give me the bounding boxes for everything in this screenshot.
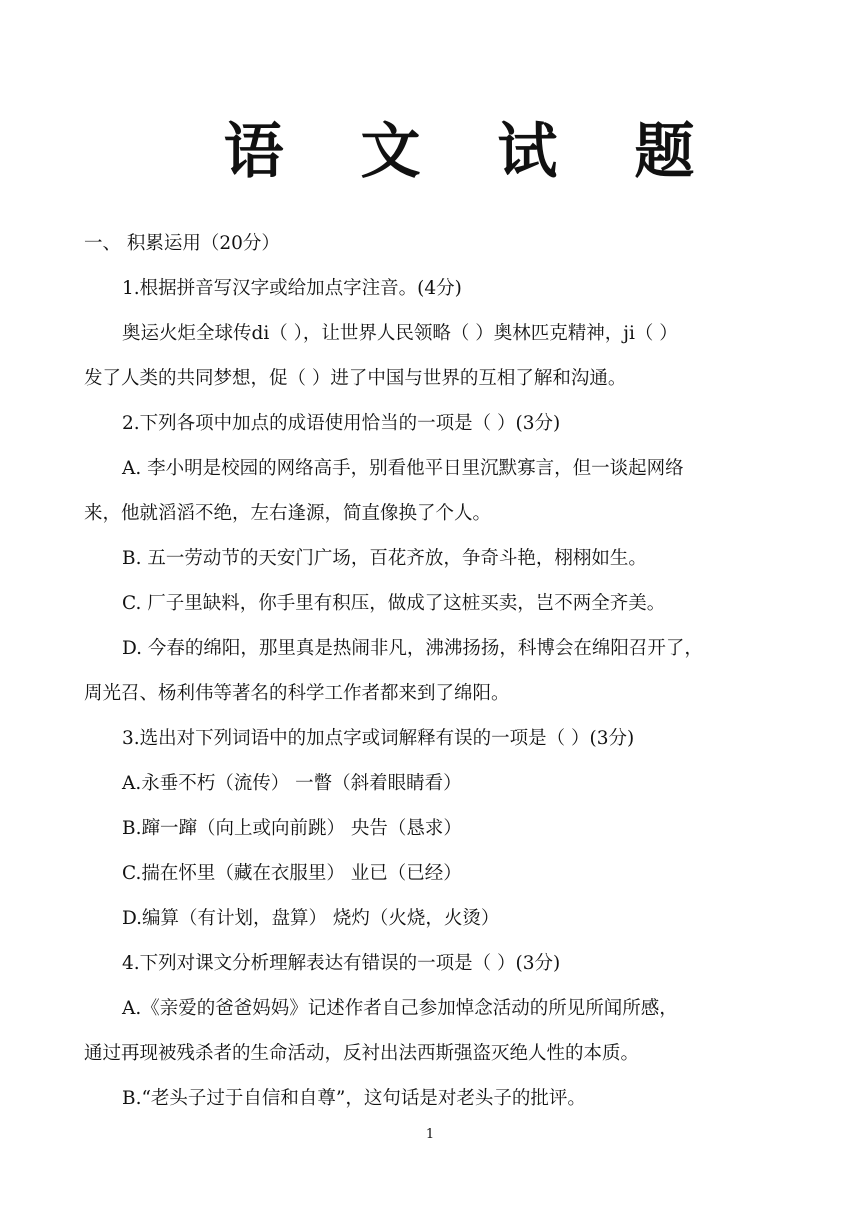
question-1: 1.根据拼音写汉字或给加点字注音。(4分) [122,278,462,299]
option-c: C. 厂子里缺料，你手里有积压，做成了这桩买卖，岂不两全齐美。 [122,593,666,614]
question-1-text: 奥运火炬全球传di（ ），让世界人民领略（ ）奥林匹克精神，ji（ ） [122,323,678,344]
option-b: B.蹿一蹿（向上或向前跳） 央告（恳求） [122,818,462,839]
option-a: A.《亲爱的爸爸妈妈》记述作者自己参加悼念活动的所见所闻所感， [122,998,678,1019]
question-1-text-cont: 发了人类的共同梦想，促（ ）进了中国与世界的互相了解和沟通。 [84,368,627,389]
option-d-cont: 周光召、杨利伟等著名的科学工作者都来到了绵阳。 [84,683,510,704]
page-title: 语 文 试 题 [223,117,723,187]
page-number: 1 [425,1127,435,1142]
question-3: 3.选出对下列词语中的加点字或词解释有误的一项是（ ）(3分) [122,728,635,749]
option-b: B. 五一劳动节的天安门广场，百花齐放，争奇斗艳，栩栩如生。 [122,548,647,569]
option-a: A.永垂不朽（流传） 一瞥（斜着眼睛看） [122,773,462,794]
question-4: 4.下列对课文分析理解表达有错误的一项是（ ）(3分) [122,953,561,974]
option-c: C.揣在怀里（藏在衣服里） 业已（已经） [122,863,462,884]
option-a-cont: 来，他就滔滔不绝，左右逢源，简直像换了个人。 [84,503,492,524]
option-a: A. 李小明是校园的网络高手，别看他平日里沉默寡言，但一谈起网络 [122,458,684,479]
option-a-cont: 通过再现被残杀者的生命活动，反衬出法西斯强盗灭绝人性的本质。 [84,1043,640,1064]
section-heading: 一、 积累运用（20分） [84,233,280,254]
option-d: D.编算（有计划，盘算） 烧灼（火烧，火烫） [122,908,500,929]
option-d: D. 今春的绵阳，那里真是热闹非凡，沸沸扬扬，科博会在绵阳召开了， [122,638,703,659]
option-b: B.“老头子过于自信和自尊”，这句话是对老头子的批评。 [122,1088,586,1109]
question-2: 2.下列各项中加点的成语使用恰当的一项是（ ）(3分) [122,413,561,434]
